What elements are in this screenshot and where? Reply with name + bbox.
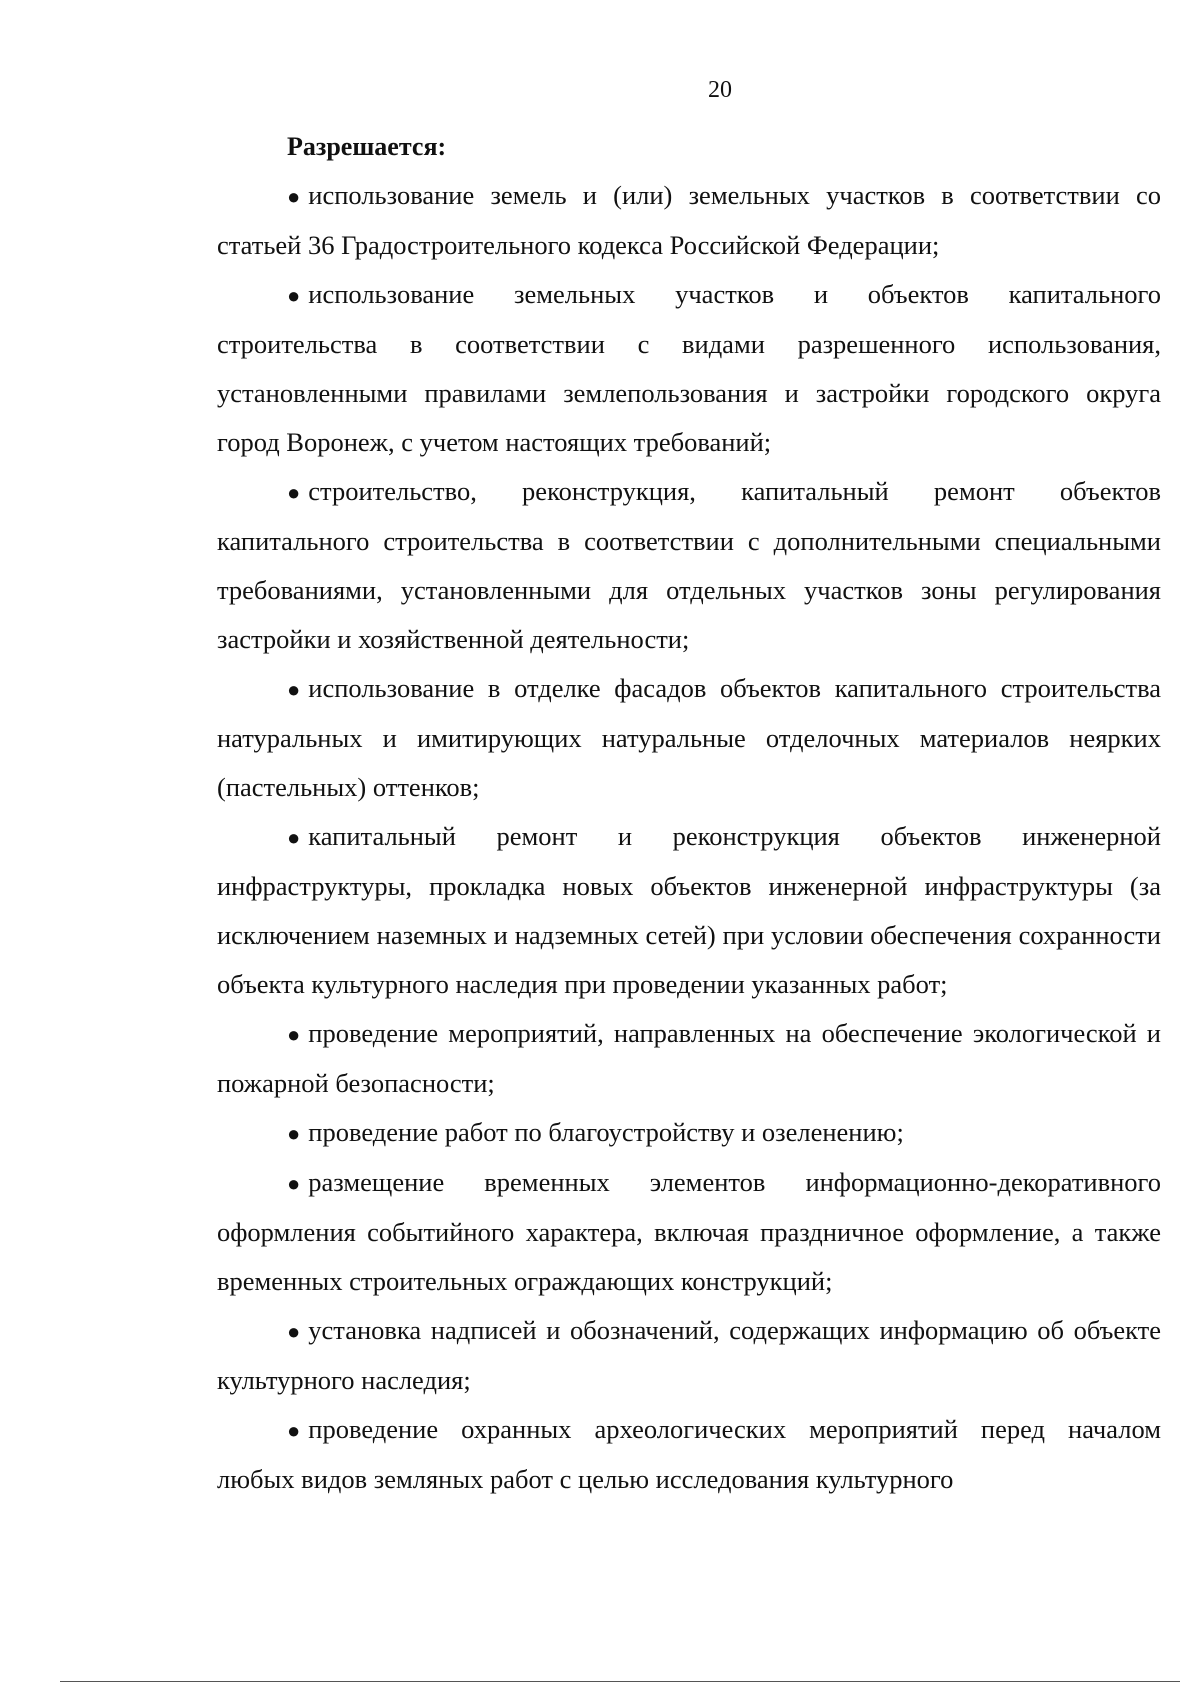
list-item-text: установка надписей и обозначений, содержащих информацию об объекте культурного наследия;: [217, 1315, 1161, 1395]
list-item: [217, 812, 1161, 1009]
bullet-icon: ●: [287, 283, 301, 308]
list-item-text: использование земель и (или) земельных участков в соответствии со статьей 36 Градостроительного кодекса Российской Федерации;: [217, 180, 1161, 260]
section-heading: Разрешается:: [287, 132, 447, 161]
list-item: [217, 1108, 1161, 1158]
bullet-icon: ●: [287, 677, 301, 702]
footer-divider: [60, 1681, 1180, 1682]
list-item: [217, 467, 1161, 664]
document-body: [217, 122, 1161, 1504]
list-item: [217, 1158, 1161, 1306]
bullet-icon: ●: [287, 1418, 301, 1443]
list-item-text: капитальный ремонт и реконструкция объектов инженерной инфраструктуры, прокладка новых объектов инженерной инфраструктуры (за исключением наземных и надземных сетей) при условии обеспечения сохранности объекта культурного наследия при проведении указанных работ;: [217, 821, 1161, 999]
bullet-icon: ●: [287, 184, 301, 209]
list-item: [217, 1306, 1161, 1405]
list-item-text: использование в отделке фасадов объектов капитального строительства натуральных и имитирующих натуральные отделочных материалов неярких (пастельных) оттенков;: [217, 673, 1161, 802]
bullet-icon: ●: [287, 1022, 301, 1047]
list-item: [217, 664, 1161, 812]
list-item: [217, 1405, 1161, 1504]
list-item: [217, 171, 1161, 270]
list-item-text: строительство, реконструкция, капитальный ремонт объектов капитального строительства в соответствии с дополнительными специальными требованиями, установленными для отдельных участков зоны регулирования застройки и хозяйственной деятельности;: [217, 476, 1161, 654]
bullet-icon: ●: [287, 1121, 301, 1146]
bullet-icon: ●: [287, 1319, 301, 1344]
list-item: [217, 270, 1161, 467]
list-item-text: использование земельных участков и объектов капитального строительства в соответствии с видами разрешенного использования, установленными правилами землепользования и застройки городского округа город Воронеж, с учетом настоящих требований;: [217, 279, 1161, 457]
bullet-icon: ●: [287, 825, 301, 850]
page-number: 20: [708, 77, 732, 103]
list-item-text: размещение временных элементов информационно-декоративного оформления событийного характера, включая праздничное оформление, а также временных строительных ограждающих конструкций;: [217, 1167, 1161, 1296]
list-item: [217, 1009, 1161, 1108]
bullet-icon: ●: [287, 1171, 301, 1196]
bullet-icon: ●: [287, 480, 301, 505]
list-item-text: проведение охранных археологических мероприятий перед началом любых видов земляных работ с целью исследования культурного: [217, 1414, 1161, 1494]
list-item-text: проведение работ по благоустройству и озеленению;: [308, 1117, 904, 1147]
list-item-text: проведение мероприятий, направленных на обеспечение экологической и пожарной безопасности;: [217, 1018, 1161, 1098]
